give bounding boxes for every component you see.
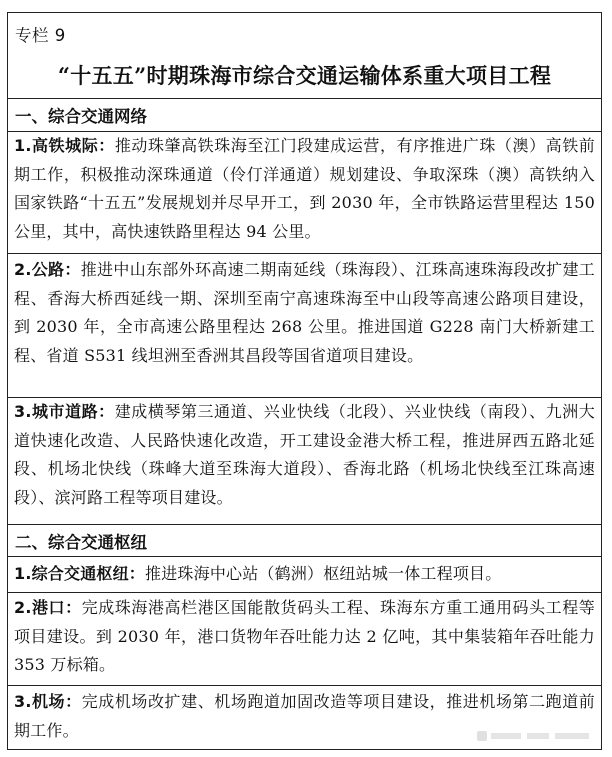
section-heading-network: 一、综合交通网络 [15, 107, 147, 126]
item-text: 建成横琴第三通道、兴业快线（北段）、兴业快线（南段）、九洲大道快速化改造、人民路快速化改造，开工建设金港大桥工程，推进屏西五路北延段、机场北快线（珠峰大道至珠海大道段）、香海北路（机场北快线至江珠高速段）、滨河路工程等项目建设。 [14, 402, 595, 507]
box-title: “十五五”时期珠海市综合交通运输体系重大项目工程 [57, 63, 552, 88]
divider [8, 592, 601, 593]
divider [8, 253, 601, 254]
divider [8, 524, 601, 525]
item-lead: 2.公路： [14, 260, 81, 279]
item-transport-hub [14, 560, 595, 589]
item-lead: 3.机场： [14, 692, 82, 711]
item-lead: 1.综合交通枢纽： [14, 564, 146, 583]
watermark-icon [475, 727, 593, 745]
item-text: 完成机场改扩建、机场跑道加固改造等项目建设，推进机场第二跑道前期工作。 [14, 692, 596, 740]
item-port [14, 594, 595, 680]
item-text: 推进珠海中心站（鹤洲）枢纽站城一体工程项目。 [145, 564, 502, 583]
item-text: 推动珠肇高铁珠海至江门段建成运营，有序推进广珠（澳）高铁前期工作，积极推动深珠通道（伶仃洋通道）规划建设、争取深珠（澳）高铁纳入国家铁路“十五五”发展规划并尽早开工，到 2030 年，全市铁路运营里程达 150 公里，其中，高快速铁路里程达 94 公里。 [14, 136, 595, 241]
item-lead: 3.城市道路： [14, 402, 115, 421]
item-lead: 1.高铁城际： [14, 136, 115, 155]
feature-box [7, 12, 602, 750]
item-high-speed-rail [14, 132, 595, 246]
item-lead: 2.港口： [14, 598, 82, 617]
item-highway [14, 256, 595, 370]
item-text: 完成珠海港高栏港区国能散货码头工程、珠海东方重工通用码头工程等项目建设。到 2030 年，港口货物年吞吐能力达 2 亿吨，其中集装箱年吞吐能力 353 万标箱。 [14, 598, 596, 674]
item-text: 推进中山东部外环高速二期南延线（珠海段）、江珠高速珠海段改扩建工程、香海大桥西延线一期、深圳至南宁高速珠海至中山段等高速公路项目建设，到 2030 年，全市高速公路里程达 268 公里。推进国道 G228 南门大桥新建工程、省道 S531 线坦洲至香洲其昌段等国省道项目建设。 [14, 260, 595, 365]
divider [8, 685, 601, 686]
item-urban-roads [14, 398, 595, 512]
section-heading-hub: 二、综合交通枢纽 [15, 533, 147, 552]
divider [8, 98, 601, 99]
box-label: 专栏 9 [15, 26, 66, 45]
divider [8, 556, 601, 557]
